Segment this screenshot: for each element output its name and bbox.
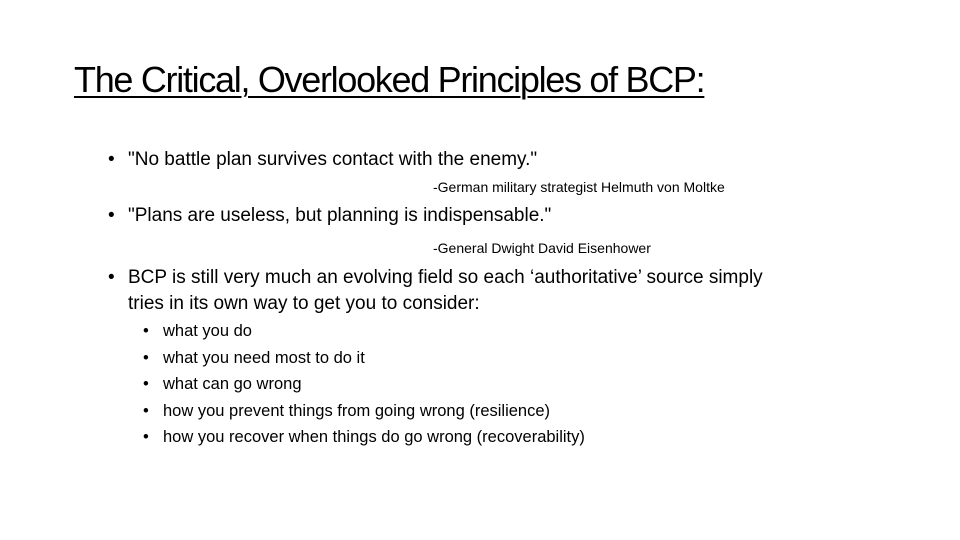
quote-attribution-eisenhower: -General Dwight David Eisenhower	[433, 240, 651, 256]
consideration-text: what can go wrong	[163, 375, 302, 393]
list-item	[143, 345, 585, 372]
bullet-marker: •	[143, 348, 149, 367]
bullet-marker: •	[108, 205, 115, 226]
bullet-marker: •	[143, 322, 149, 340]
consideration-text: what you need most to do it	[163, 348, 365, 367]
bcp-line-1	[108, 265, 868, 291]
quote-text: "Plans are useless, but planning is indispensable."	[128, 205, 552, 226]
considerations-list	[143, 318, 585, 451]
bullet-marker: •	[143, 401, 149, 420]
list-item	[143, 398, 585, 425]
quote-bullet-moltke	[108, 147, 537, 173]
quote-attribution-moltke: -German military strategist Helmuth von Moltke	[433, 179, 725, 195]
slide-title: The Critical, Overlooked Principles of BCP:	[74, 59, 705, 100]
bullet-marker: •	[143, 375, 149, 393]
bcp-evolving-bullet	[108, 265, 868, 317]
bullet-marker: •	[108, 149, 115, 170]
bcp-text-line-2: tries in its own way to get you to consider:	[128, 293, 480, 314]
consideration-text: how you prevent things from going wrong (resilience)	[163, 401, 551, 420]
bullet-marker: •	[108, 267, 115, 288]
list-item	[143, 371, 585, 398]
quote-bullet-eisenhower	[108, 203, 551, 229]
quote-text: "No battle plan survives contact with the enemy."	[128, 149, 538, 170]
list-item	[143, 424, 585, 451]
bcp-text-line-1: BCP is still very much an evolving field so each ‘authoritative’ source simply	[128, 267, 763, 288]
consideration-text: how you recover when things do go wrong (recoverability)	[163, 428, 585, 446]
list-item	[143, 318, 585, 345]
consideration-text: what you do	[163, 322, 252, 340]
bullet-marker: •	[143, 428, 149, 446]
